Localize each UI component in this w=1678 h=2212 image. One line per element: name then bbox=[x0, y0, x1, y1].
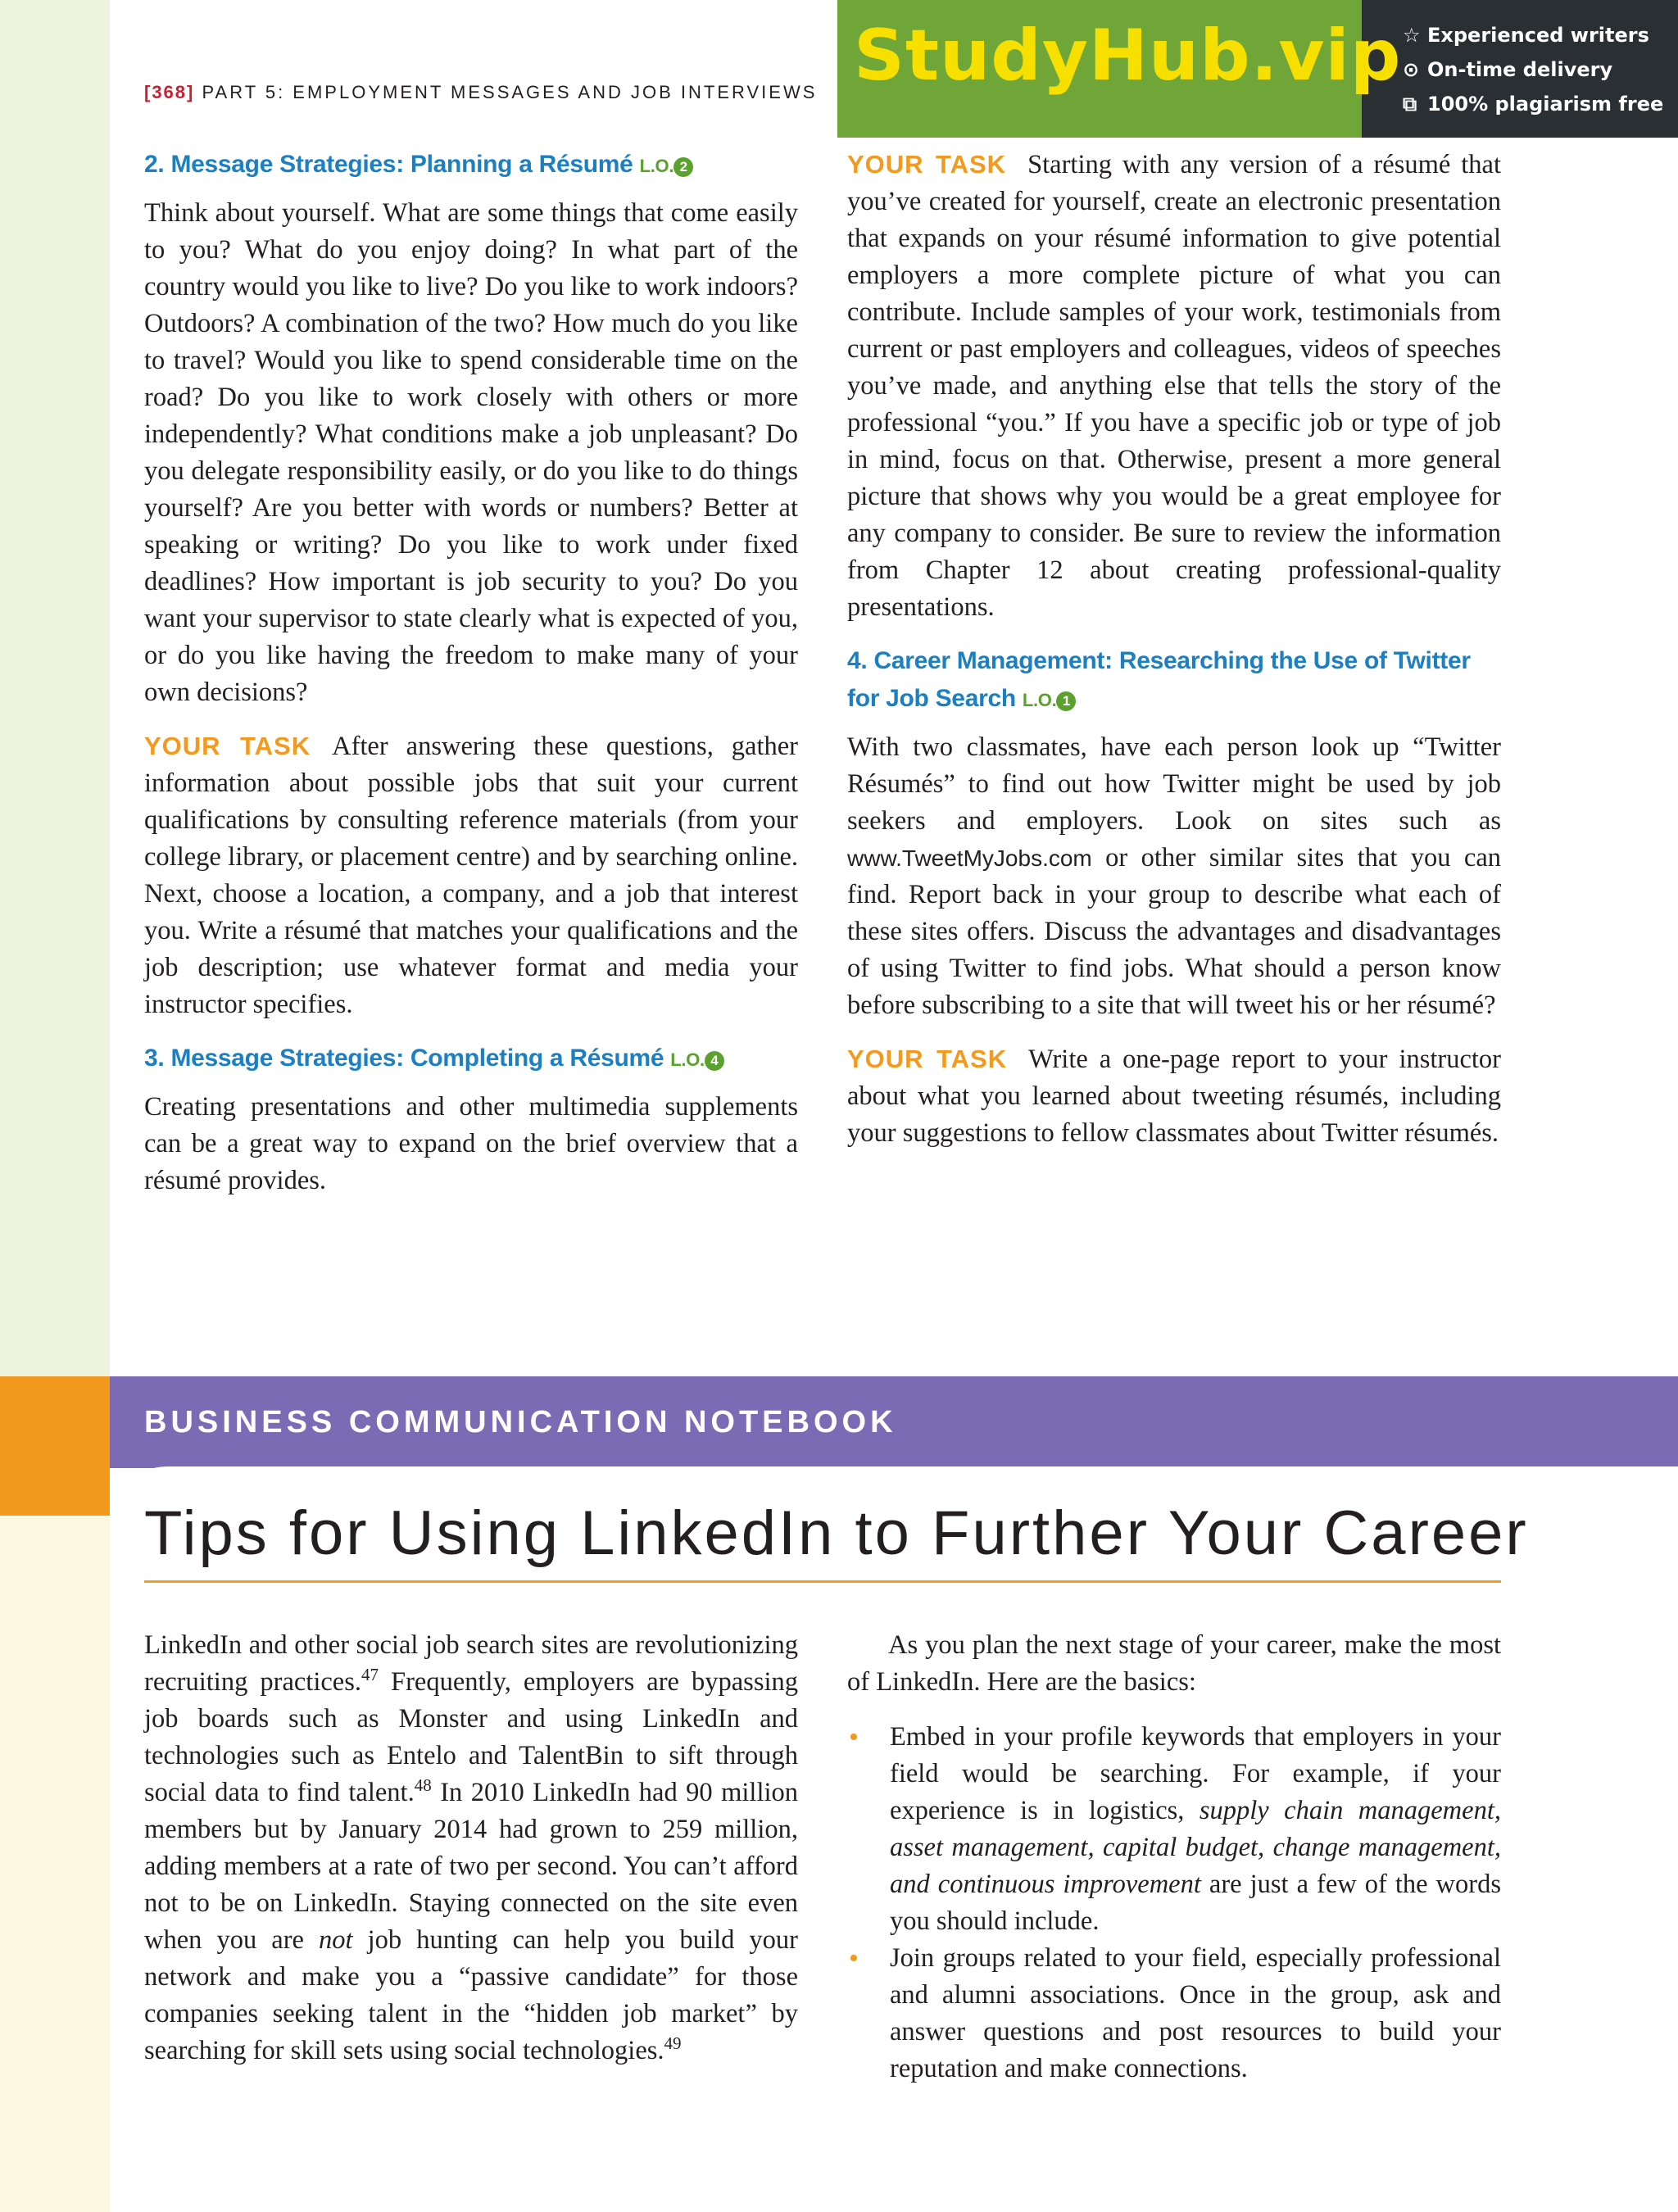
copy-icon: ⧉ bbox=[1403, 93, 1417, 116]
tips-list bbox=[847, 1719, 1501, 2087]
star-icon: ☆ bbox=[1403, 24, 1421, 47]
exercise-column-right bbox=[847, 146, 1501, 1152]
margin-strip bbox=[0, 0, 110, 1376]
your-task-label: YOUR TASK bbox=[847, 1045, 1008, 1073]
learning-objective-badge: L.O. 2 bbox=[640, 156, 694, 176]
exercise-3-heading: 3. Message Strategies: Completing a Résumé L.O. 4 bbox=[144, 1040, 798, 1079]
ad-feature: ⧉ 100% plagiarism free bbox=[1403, 87, 1663, 121]
exercise-3-task: YOUR TASK Starting with any version of a résumé that you’ve created for yourself, create an electronic presentation that expands on your résumé information to give potential employers a more complete picture of what you can contribute. Include samples of your work, testimonials from current or past employers and colleagues, videos of speeches you’ve made, and anything else that tells the story of the professional “you.” If you have a specific job or type of job in mind, focus on that. Otherwise, present a more general picture that shows why you would be a great employee for any company to consider. Be sure to review the information from Chapter 12 about creating professional-quality presentations. bbox=[847, 150, 1501, 622]
your-task-label: YOUR TASK bbox=[847, 150, 1007, 179]
exercise-4-body: With two classmates, have each person look up “Twitter Résumés” to find out how Twitter might be used by job seekers and employers. Look on sites such as www.TweetMyJobs.com or other similar sites that you can find. Report back in your group to describe what each of these sites offers. Discuss the advantages and disadvantages of using Twitter to find jobs. What should a person know before subscribing to a site that will tweet his or her résumé? bbox=[847, 732, 1502, 1020]
margin-strip-lower bbox=[0, 1516, 110, 2212]
ad-feature-list bbox=[1403, 18, 1663, 121]
page-number: [368] bbox=[144, 82, 195, 102]
bullet-icon: • bbox=[849, 1943, 859, 1974]
exercise-3-body: Creating presentations and other multimedia supplements can be a great way to expand on the brief overview that a résumé provides. bbox=[144, 1092, 798, 1195]
running-head bbox=[144, 82, 817, 103]
exercise-4-task: YOUR TASK Write a one-page report to your instructor about what you learned about tweeting résumés, including your suggestions to fellow classmates about Twitter résumés. bbox=[847, 1045, 1501, 1148]
notebook-intro: As you plan the next stage of your career, make the most of LinkedIn. Here are the basics: bbox=[847, 1630, 1501, 1697]
exercise-4-heading: 4. Career Management: Researching the Use of Twitter for Job Search L.O. 1 bbox=[847, 647, 1471, 712]
list-item: • Join groups related to your field, especially professional and alumni associations. Once in the group, ask and answer questions and post resources to build your reputation and make connections. bbox=[847, 1940, 1501, 2087]
section-title: PART 5: EMPLOYMENT MESSAGES AND JOB INTERVIEWS bbox=[202, 82, 818, 102]
learning-objective-badge: L.O. 1 bbox=[1023, 690, 1077, 710]
ad-feature: ⊙ On-time delivery bbox=[1403, 52, 1663, 87]
notebook-paragraph: LinkedIn and other social job search sites are revolutionizing recruiting practices.$^{47}$ Frequently, employers are bypassing job boards such as Monster and using LinkedIn and technologies such as Entelo and TalentBin to sift through social data to find talent.$^{48}$ In 2010 LinkedIn had 90 million members but by January 2014 had grown to 259 million, adding members at a rate of two per second. You can’t afford not to be on LinkedIn. Staying connected on the site even when you are not job hunting can help you build your network and make you a “passive candidate” for those companies seeking talent in the “hidden job market” by searching for skill sets using social technologies.$^{49}$ bbox=[144, 1630, 799, 2065]
exercise-column-left bbox=[144, 146, 798, 1199]
margin-strip-accent bbox=[0, 1376, 110, 1516]
notebook-column-right bbox=[847, 1627, 1501, 2087]
footnote-ref: 49 bbox=[664, 2033, 682, 2054]
footnote-ref: 48 bbox=[414, 1775, 432, 1796]
learning-objective-badge: L.O. 4 bbox=[670, 1049, 724, 1070]
exercise-2-task: YOUR TASK After answering these questions, gather information about possible jobs that suit your current qualifications by consulting reference materials (from your college library, or placement centre) and by searching online. Next, choose a location, a company, and a job that interest you. Write a résumé that matches your qualifications and the job description; use whatever format and media your instructor specifies. bbox=[144, 732, 798, 1019]
ad-logo[interactable]: StudyHub.vip bbox=[854, 15, 1402, 97]
tweetmyjobs-link[interactable]: www.TweetMyJobs.com bbox=[847, 845, 1092, 871]
notebook-title: Tips for Using LinkedIn to Further Your Career bbox=[144, 1498, 1501, 1583]
ad-feature: ☆ Experienced writers bbox=[1403, 18, 1663, 52]
your-task-label: YOUR TASK bbox=[144, 732, 311, 760]
exercise-2-body: Think about yourself. What are some things that come easily to you? What do you enjoy doing? In what part of the country would you like to live? Do you like to work indoors? Outdoors? A combination of the two? How much do you like to travel? Would you like to spend considerable time on the road? Do you like to work closely with others or more independently? What conditions make a job unpleasant? Do you delegate responsibility easily, or do you like to do things yourself? Are you better with words or numbers? Better at speaking or writing? Do you like to work under fixed deadlines? How important is job security to you? Do you want your supervisor to state clearly what is expected of you, or do you like having the freedom to make many of your own decisions? bbox=[144, 198, 798, 707]
notebook-label: BUSINESS COMMUNICATION NOTEBOOK bbox=[144, 1405, 897, 1439]
notebook-column-left bbox=[144, 1627, 798, 2069]
list-item: • Embed in your profile keywords that employers in your field would be searching. For example, if your experience is in logistics, supply chain management, asset management, capital budget, change management, and continuous improvement are just a few of the words you should include. bbox=[847, 1719, 1501, 1940]
ad-banner[interactable] bbox=[837, 0, 1678, 138]
exercise-2-heading: 2. Message Strategies: Planning a Résumé L.O. 2 bbox=[144, 146, 798, 185]
bullet-icon: • bbox=[849, 1722, 859, 1752]
clock-icon: ⊙ bbox=[1403, 58, 1420, 81]
footnote-ref: 47 bbox=[361, 1665, 379, 1685]
